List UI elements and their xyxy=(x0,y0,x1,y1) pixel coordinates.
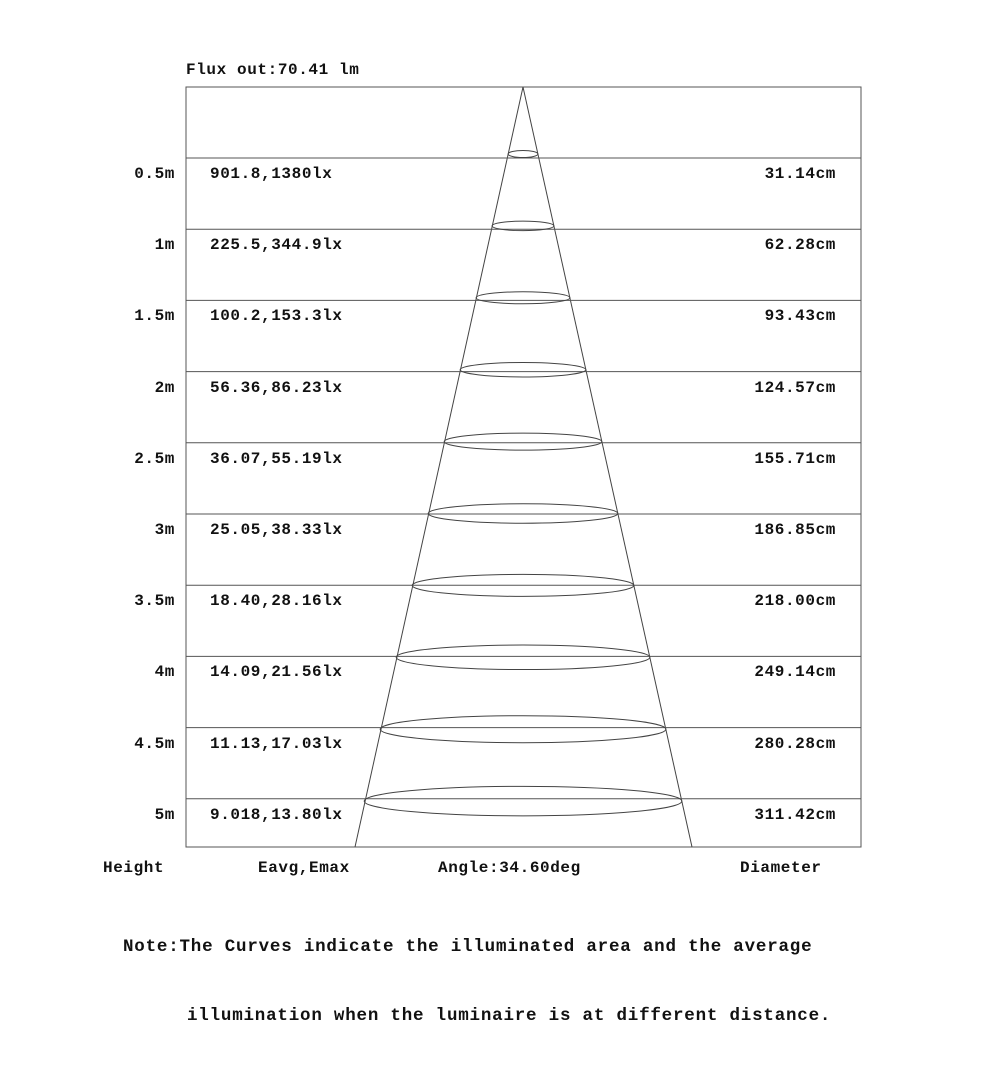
row-diameter-value: 93.43cm xyxy=(764,307,836,326)
illuminated-area-ellipse xyxy=(508,151,538,158)
row-diameter-value: 62.28cm xyxy=(764,236,836,255)
row-illuminance-value: 56.36,86.23lx xyxy=(210,378,343,397)
row-height-label: 2m xyxy=(154,378,175,397)
illuminated-area-ellipse xyxy=(444,433,602,450)
row-illuminance-value: 9.018,13.80lx xyxy=(210,805,343,824)
footer-height-label: Height xyxy=(103,859,165,877)
flux-label: Flux out:70.41 lm xyxy=(186,61,360,79)
row-height-label: 0.5m xyxy=(134,165,175,183)
row-illuminance-value: 100.2,153.3lx xyxy=(210,307,343,326)
row-diameter-value: 31.14cm xyxy=(764,165,836,183)
cone-left-edge xyxy=(355,87,523,847)
cone-right-edge xyxy=(523,87,692,847)
note-text xyxy=(123,890,831,1074)
row-height-label: 2.5m xyxy=(134,449,175,468)
row-height-label: 4.5m xyxy=(134,734,175,753)
note-line-2: illumination when the luminaire is at different distance. xyxy=(187,1006,832,1026)
illuminated-area-ellipse xyxy=(364,786,682,816)
row-height-label: 1.5m xyxy=(134,307,175,326)
illuminated-area-ellipse xyxy=(476,292,570,304)
footer-angle-label: Angle:34.60deg xyxy=(438,859,581,877)
row-illuminance-value: 14.09,21.56lx xyxy=(210,663,343,682)
row-illuminance-value: 25.05,38.33lx xyxy=(210,521,343,539)
row-illuminance-value: 225.5,344.9lx xyxy=(210,236,343,255)
row-diameter-value: 218.00cm xyxy=(754,592,836,611)
row-illuminance-value: 18.40,28.16lx xyxy=(210,592,343,611)
row-illuminance-value: 11.13,17.03lx xyxy=(210,734,343,753)
row-height-label: 3.5m xyxy=(134,592,175,611)
row-diameter-value: 249.14cm xyxy=(754,663,836,682)
illuminated-area-ellipse xyxy=(396,645,650,670)
note-line-1: Note:The Curves indicate the illuminated area and the average xyxy=(123,937,813,957)
footer-eavg-label: Eavg,Emax xyxy=(258,859,350,877)
row-diameter-value: 124.57cm xyxy=(754,378,836,397)
row-illuminance-value: 36.07,55.19lx xyxy=(210,449,343,468)
row-diameter-value: 280.28cm xyxy=(754,734,836,753)
row-height-label: 1m xyxy=(154,236,175,255)
illuminated-area-ellipse xyxy=(380,716,666,743)
row-diameter-value: 311.42cm xyxy=(754,805,836,824)
row-height-label: 3m xyxy=(154,521,175,539)
footer-diameter-label: Diameter xyxy=(740,859,822,877)
row-diameter-value: 186.85cm xyxy=(754,521,836,539)
row-height-label: 4m xyxy=(154,663,175,682)
row-height-label: 5m xyxy=(154,805,175,824)
row-illuminance-value: 901.8,1380lx xyxy=(210,165,333,183)
row-diameter-value: 155.71cm xyxy=(754,449,836,468)
illuminated-area-ellipse xyxy=(460,362,586,377)
